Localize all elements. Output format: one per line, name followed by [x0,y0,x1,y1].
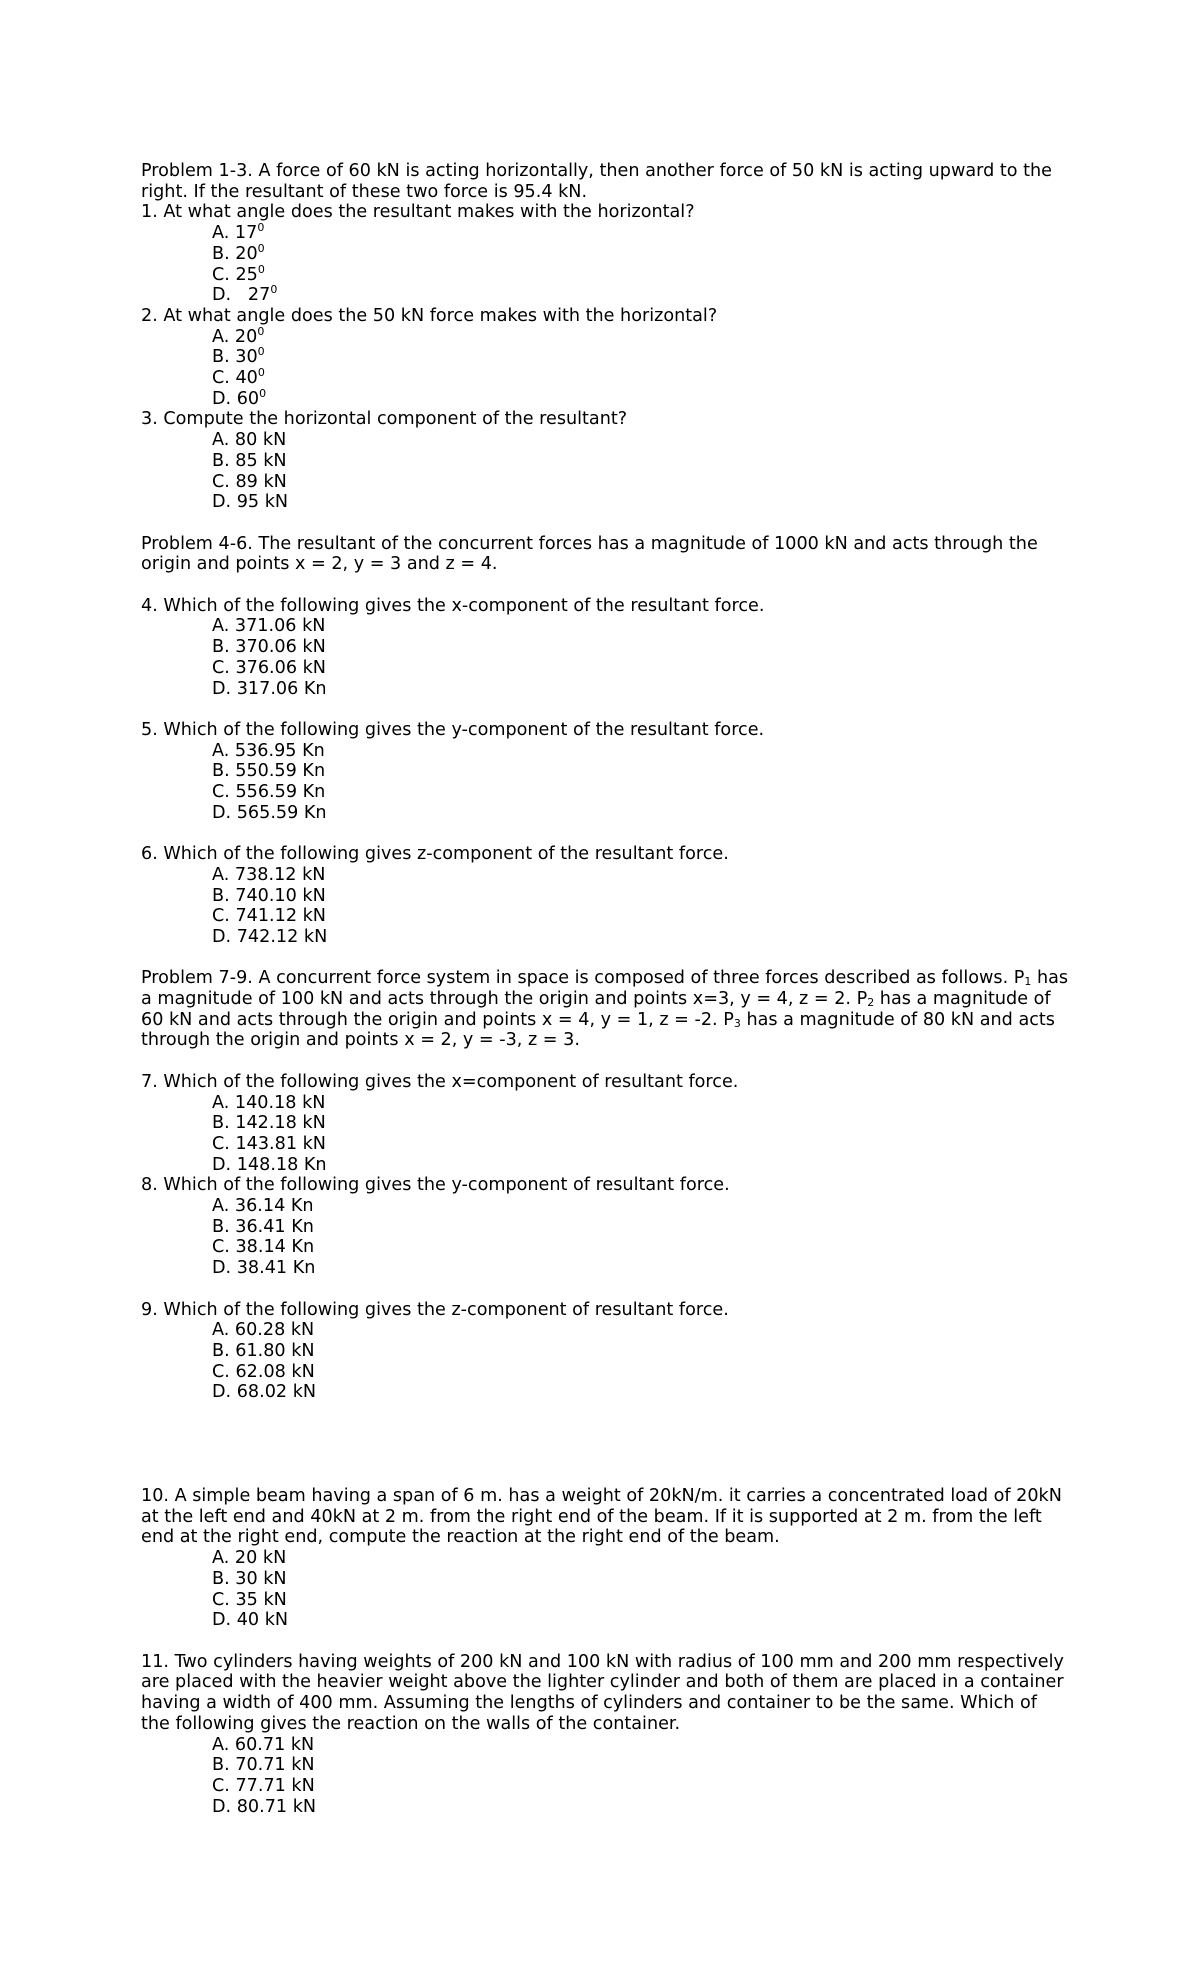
degree-mark: 0 [257,324,265,338]
option-text: A. 20 [212,326,258,347]
question-2-option-d [212,386,1071,410]
degree-mark: 0 [257,366,265,380]
question-6-option-a: A. 738.12 kN [212,864,326,885]
spacer [141,1051,1071,1072]
question-10-option-d: D. 40 kN [212,1610,289,1631]
question-1-option-d [212,285,1071,306]
question-2-option-c [212,368,1071,389]
question-2-option-a [212,324,1071,348]
question-9: 9. Which of the following gives the z-component of resultant force. [141,1299,729,1320]
question-11-option-d: D. 80.71 kN [212,1796,317,1817]
question-3-option-c: C. 89 kN [212,471,287,492]
intro-part-3: has a magnitude of 60 kN and acts through the origin and points x = 4, y = 1, z = -2. P [141,989,1051,1030]
degree-mark: 0 [257,262,265,276]
option-text: B. 20 [212,243,258,264]
question-7-option-a: A. 140.18 kN [212,1092,326,1113]
question-6-option-c: C. 741.12 kN [212,906,326,927]
question-6-option-b: B. 740.10 kN [212,885,326,906]
degree-mark: 0 [257,345,265,359]
option-text: A. 17 [212,223,258,244]
question-4-option-d: D. 317.06 Kn [212,678,327,699]
spacer [141,823,1071,844]
question-9-option-c: C. 62.08 kN [212,1361,315,1382]
question-4-option-c: C. 376.06 kN [212,657,326,678]
question-5-option-d: D. 565.59 Kn [212,802,327,823]
question-7: 7. Which of the following gives the x=component of resultant force. [141,1071,739,1092]
question-10-option-a: A. 20 kN [212,1548,287,1569]
intro-part-1: Problem 7-9. A concurrent force system in space is composed of three forces described as follows. P [141,968,1025,989]
degree-mark: 0 [259,386,267,400]
problem-4-6-intro: Problem 4-6. The resultant of the concurrent forces has a magnitude of 1000 kN and acts through the origin and points x = 2, y = 3 and z = 4. [141,533,1038,575]
option-text: C. 25 [212,264,258,285]
spacer [141,1631,1071,1652]
question-11-option-b: B. 70.71 kN [212,1755,315,1776]
question-8-option-c: C. 38.14 Kn [212,1237,315,1258]
question-1-option-c [212,262,1071,286]
question-7-option-b: B. 142.18 kN [212,1113,326,1134]
spacer [141,575,1071,596]
question-10-option-b: B. 30 kN [212,1568,287,1589]
question-9-option-a: A. 60.28 kN [212,1320,315,1341]
option-text: B. 30 [212,347,258,368]
question-2: 2. At what angle does the 50 kN force makes with the horizontal? [141,305,718,326]
question-11-option-c: C. 77.71 kN [212,1775,315,1796]
spacer [141,1279,1071,1300]
question-5-option-a: A. 536.95 Kn [212,740,325,761]
degree-mark: 0 [257,241,265,255]
question-3-option-a: A. 80 kN [212,430,287,451]
subscript-3: 3 [733,1016,741,1030]
question-5: 5. Which of the following gives the y-component of the resultant force. [141,719,765,740]
intro-part-4: has a magnitude of 80 kN and acts through the origin and points x = 2, y = -3, z = 3. [141,1009,1055,1051]
question-10: 10. A simple beam having a span of 6 m. has a weight of 20kN/m. it carries a concentrated load of 20kN at the left end and 40kN at 2 m. from the right end of the beam. If it is supported at 2 m. from the left end at the right end, compute the reaction at the right end of the beam. [141,1486,1062,1548]
question-8: 8. Which of the following gives the y-component of resultant force. [141,1175,730,1196]
question-4-option-b: B. 370.06 kN [212,637,326,658]
question-11: 11. Two cylinders having weights of 200 kN and 100 kN with radius of 100 mm and 200 mm respectively are placed with the heavier weight above the lighter cylinder and both of them are placed in a container having a width of 400 mm. Assuming the lengths of cylinders and container to be the same. Which of the following gives the reaction on the walls of the container. [141,1651,1064,1734]
question-2-option-b [212,347,1071,368]
spacer [141,699,1071,720]
question-9-option-b: B. 61.80 kN [212,1340,315,1361]
option-text: C. 40 [212,368,258,389]
question-8-option-a: A. 36.14 Kn [212,1196,314,1217]
question-5-option-b: B. 550.59 Kn [212,761,326,782]
question-7-option-d: D. 148.18 Kn [212,1154,327,1175]
document-body [141,161,1071,1817]
question-10-option-c: C. 35 kN [212,1589,287,1610]
degree-mark: 0 [257,221,265,235]
question-7-option-c: C. 143.81 kN [212,1133,326,1154]
question-6-option-d: D. 742.12 kN [212,926,328,947]
option-text: D. 60 [212,388,260,409]
subscript-2: 2 [867,996,875,1010]
spacer [141,948,1071,969]
question-3-option-b: B. 85 kN [212,450,287,471]
question-1-option-b [212,241,1071,265]
question-11-option-a: A. 60.71 kN [212,1734,315,1755]
spacer [141,513,1071,534]
question-4: 4. Which of the following gives the x-component of the resultant force. [141,595,765,616]
subscript-1: 1 [1024,975,1032,989]
problem-1-3-intro: Problem 1-3. A force of 60 kN is acting horizontally, then another force of 50 kN is acting upward to the right. If the resultant of these two force is 95.4 kN. [141,161,1052,202]
question-6: 6. Which of the following gives z-component of the resultant force. [141,844,729,865]
option-text: D. 27 [212,285,271,306]
intro-part-2: has a magnitude of 100 kN and acts through the origin and points x=3, y = 4, z = 2. P [141,968,1069,1010]
degree-mark: 0 [270,283,278,297]
problem-7-9-intro [141,968,1071,1051]
question-3-option-d: D. 95 kN [212,492,289,513]
question-1-option-a [212,223,1071,244]
question-1: 1. At what angle does the resultant makes with the horizontal? [141,202,695,223]
question-4-option-a: A. 371.06 kN [212,616,326,637]
question-5-option-c: C. 556.59 Kn [212,782,326,803]
question-8-option-d: D. 38.41 Kn [212,1258,316,1279]
question-9-option-d: D. 68.02 kN [212,1382,317,1403]
question-8-option-b: B. 36.41 Kn [212,1216,314,1237]
spacer [141,1403,1071,1486]
question-3: 3. Compute the horizontal component of the resultant? [141,409,628,430]
